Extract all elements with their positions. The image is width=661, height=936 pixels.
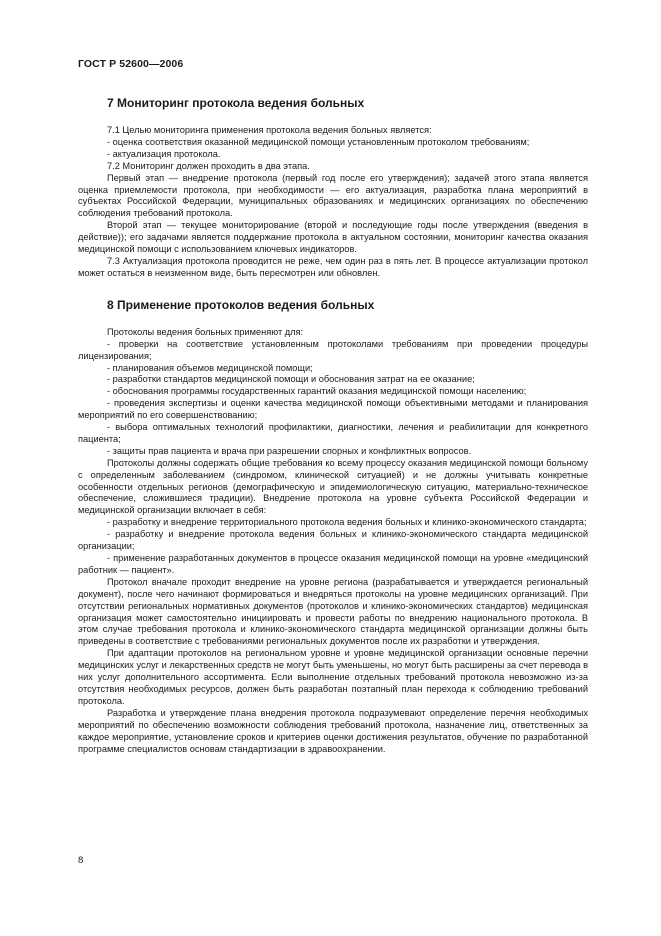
paragraph: Первый этап — внедрение протокола (первый год после его утверждения); задачей этого этапа является оценка приемлемости протокола, при необходимости — его актуализация, разработка плана мероприятий в субъектах Российской Федерации, муниципальных образованиях и медицинских организациях по обеспечению соблюдения требований протокола. <box>78 172 588 219</box>
list-item: - проведения экспертизы и оценки качества медицинской помощи объективными методами и планирования мероприятий по его совершенствованию; <box>78 398 588 421</box>
section-8-heading: 8 Применение протоколов ведения больных <box>107 297 375 312</box>
paragraph: При адаптации протоколов на региональном уровне и уровне медицинской организации основные перечни медицинских услуг и лекарственных средств не могут быть уменьшены, но могут быть расширены за счет перевода в них услуг дополнительного ассортимента. Если выполнение отдельных требований протокола невозможно из-за отсутствия необходимых ресурсов, должен быть разработан поэтапный план перехода к соблюдению требований протокола. <box>78 648 588 706</box>
list-item: - оценка соответствия оказанной медицинской помощи установленным протоколом требованиям; <box>107 136 530 147</box>
list-item: - обоснования программы государственных гарантий оказания медицинской помощи населению; <box>107 386 527 397</box>
paragraph: Протоколы ведения больных применяют для: <box>107 326 304 337</box>
list-item: - разработку и внедрение протокола ведения больных и клинико-экономического стандарта медицинской организации; <box>78 529 588 552</box>
list-item: - планирования объемов медицинской помощи; <box>107 362 313 373</box>
section-7-heading: 7 Мониторинг протокола ведения больных <box>107 96 365 110</box>
list-item: - разработки стандартов медицинской помощи и обоснования затрат на ее оказание; <box>107 374 475 385</box>
paragraph: 7.2 Мониторинг должен проходить в два этапа. <box>107 160 310 171</box>
list-item: - применение разработанных документов в процессе оказания медицинской помощи на уровне «медицинский работник — пациент». <box>78 553 588 575</box>
paragraph: Протоколы должны содержать общие требования ко всему процессу оказания медицинской помощи больному с определенным заболеванием (синдромом, клинической ситуацией) и не должны учитывать конкретные особенности отдельных регионов (демографическую и эпидемиологическую ситуацию, материально-техническое обеспечение, сложившиеся традиции). Внедрение протокола на уровне субъекта Российской Федерации и медицинской организации включает в себя: <box>78 457 588 516</box>
paragraph: Второй этап — текущее мониторирование (второй и последующие годы после утверждения (введения в действие)); его задачами является поддержание протокола в актуальном состоянии, мониторинг качества оказания медицинской помощи с использованием ключевых индикаторов. <box>78 220 588 255</box>
paragraph: 7.3 Актуализация протокола проводится не реже, чем один раз в пять лет. В процессе актуализации протокол может остаться в неизменном виде, быть пересмотрен или обновлен. <box>78 255 588 278</box>
page-number: 8 <box>78 855 84 866</box>
list-item: - разработку и внедрение территориального протокола ведения больных и клинико-экономического стандарта; <box>107 517 587 528</box>
paragraph: Разработка и утверждение плана внедрения протокола подразумевают определение перечня необходимых мероприятий по обеспечению возможности соблюдения требований протокола, назначение лиц, ответственных за каждое мероприятие, установление сроков и критериев оценки достижения результатов, обучение по разработанной программе специалистов основам стандартизации в здравоохранении. <box>78 707 588 754</box>
document-header: ГОСТ Р 52600—2006 <box>78 58 184 70</box>
list-item: - выбора оптимальных технологий профилактики, диагностики, лечения и реабилитации для конкретного пациента; <box>78 422 588 444</box>
list-item: - проверки на соответствие установленным протоколами требованиям при проведении процедуры лицензирования; <box>78 338 588 361</box>
list-item: - актуализация протокола. <box>107 148 221 159</box>
paragraph: 7.1 Целью мониторинга применения протокола ведения больных является: <box>107 125 432 135</box>
paragraph: Протокол вначале проходит внедрение на уровне региона (разрабатывается и утверждается региональный документ), после чего начинают формироваться и внедряться протоколы на уровне медицинских организаций. При отсутствии региональных нормативных документов (протоколов и клинико-экономических стандартов) медицинская организация может самостоятельно инициировать и провести работы по внедрению национального протокола. В этом случае требования протокола и клинико-экономического стандарта медицинской организации должны быть приведены в соответствие с требованиями региональных документов после их разработки и утверждения. <box>78 576 588 647</box>
document-body <box>78 96 588 755</box>
list-item: - защиты прав пациента и врача при разрешении спорных и конфликтных вопросов. <box>107 445 472 456</box>
